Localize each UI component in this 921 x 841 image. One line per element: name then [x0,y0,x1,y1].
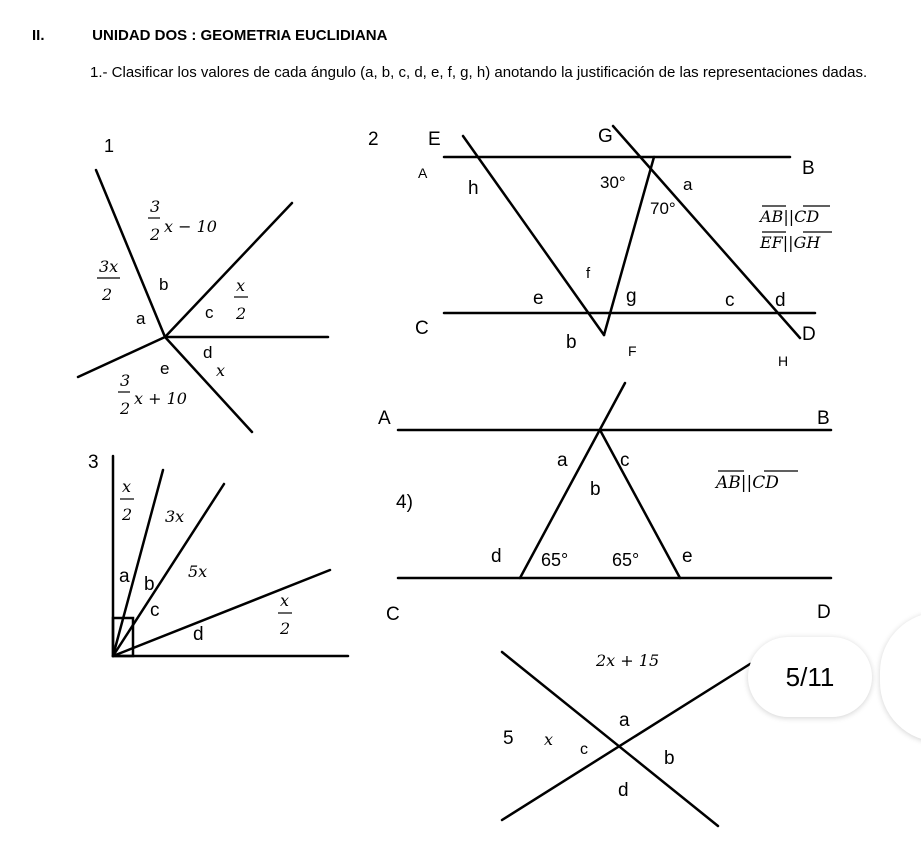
fig4-parallel: AB||CD [716,473,779,493]
fig1-label-d: d [203,343,213,362]
fig1-label-e: e [160,359,170,378]
fig3-text [88,452,292,645]
fig4-label-c: c [620,450,630,471]
fig2-point-b: B [802,158,815,179]
section-title: UNIDAD DOS : GEOMETRIA EUCLIDIANA [92,27,388,44]
fig3-expr3: 5x [188,562,208,581]
fig2-parallel-2: EF||GH [760,233,821,252]
fig3-expr1-num: x [122,477,132,496]
fig4-angle-2: 65° [612,550,640,570]
fig2-point-d: D [802,324,816,345]
fig1-label-b: b [159,275,169,294]
fig3-label-c: c [150,600,160,621]
fig3-label-b: b [144,574,155,595]
fig2-point-g: G [598,126,613,147]
fig4-point-d: D [817,602,831,623]
fig1-expr-left-num: 3x [99,257,119,276]
fig1-expr-top-den: 2 [150,225,161,244]
page-indicator-text: 5/11 [785,661,835,692]
fig2-label-c: c [725,290,735,311]
fig2-label-h: h [468,178,479,199]
fig1-expr-left-den: 2 [102,285,113,304]
fig2-label-b: b [566,332,577,353]
fig1-expr-bottom-den: 2 [120,399,131,418]
fig4-angle-1: 65° [541,550,569,570]
fig1-expr-top-num: 3 [150,197,161,216]
fig2-text [368,126,832,369]
section-number: II. [32,27,45,44]
fig2-label-f: f [586,265,591,282]
fig5-number: 5 [503,728,514,749]
fig3-number: 3 [88,452,99,473]
fig2-parallel-1: AB||CD [760,207,820,226]
fig4-point-c: C [386,604,400,625]
page-indicator[interactable] [748,637,872,717]
fig1-label-a: a [136,309,146,328]
fig4-point-b: B [817,408,830,429]
fig2-point-e: E [428,129,441,150]
fig1-expr-right-num: x [236,276,246,295]
fig3-expr2: 3x [165,507,185,526]
fig5-var-x: x [544,730,554,749]
fig2-angle-30: 30° [600,173,626,192]
fig3-expr4-den: 2 [280,619,291,638]
instruction-text: 1.- Clasificar los valores de cada ángulo (a, b, c, d, e, f, g, h) anotando la justificación de las representaciones dadas. [90,64,868,81]
fig2-label-a: a [683,175,693,194]
fig1-expr-bottom-rest: x + 10 [134,389,187,408]
fig5-label-c: c [580,741,588,758]
fig4-point-a: A [378,408,391,429]
fig2-point-h: H [778,353,789,369]
fig3-label-a: a [119,566,130,587]
fig1-expr-top-rest: x − 10 [164,217,217,236]
fig2-number: 2 [368,129,379,150]
fig4-number: 4) [396,492,413,513]
fig4-label-b: b [590,479,601,500]
fig2-label-e: e [533,288,544,309]
fig1-var-x: x [216,361,226,380]
fig3-expr1-den: 2 [122,505,133,524]
fig2-point-c: C [415,318,429,339]
fig4-label-d: d [491,546,502,567]
fig2-point-f: F [628,343,637,359]
fig1-expr-bottom-num: 3 [120,371,131,390]
fig5-label-b: b [664,748,675,769]
fig3-expr4-num: x [280,591,290,610]
fig5-expr: 2x + 15 [596,651,660,670]
fig2-angle-70: 70° [650,199,676,218]
fig5-label-d: d [618,780,629,801]
fig1-expr-right-den: 2 [236,304,247,323]
fig3-label-d: d [193,624,204,645]
fig2-label-g: g [626,286,637,307]
fig2-point-a: A [418,165,428,181]
fig2-label-d: d [775,290,786,311]
fig1-label-c: c [205,303,214,322]
fig1-text [97,136,248,418]
fig1-lines [78,170,328,432]
fig3-lines [113,456,348,656]
fig4-label-e: e [682,546,693,567]
fig5-label-a: a [619,710,630,731]
fig4-label-a: a [557,450,568,471]
fig1-number: 1 [104,136,115,156]
